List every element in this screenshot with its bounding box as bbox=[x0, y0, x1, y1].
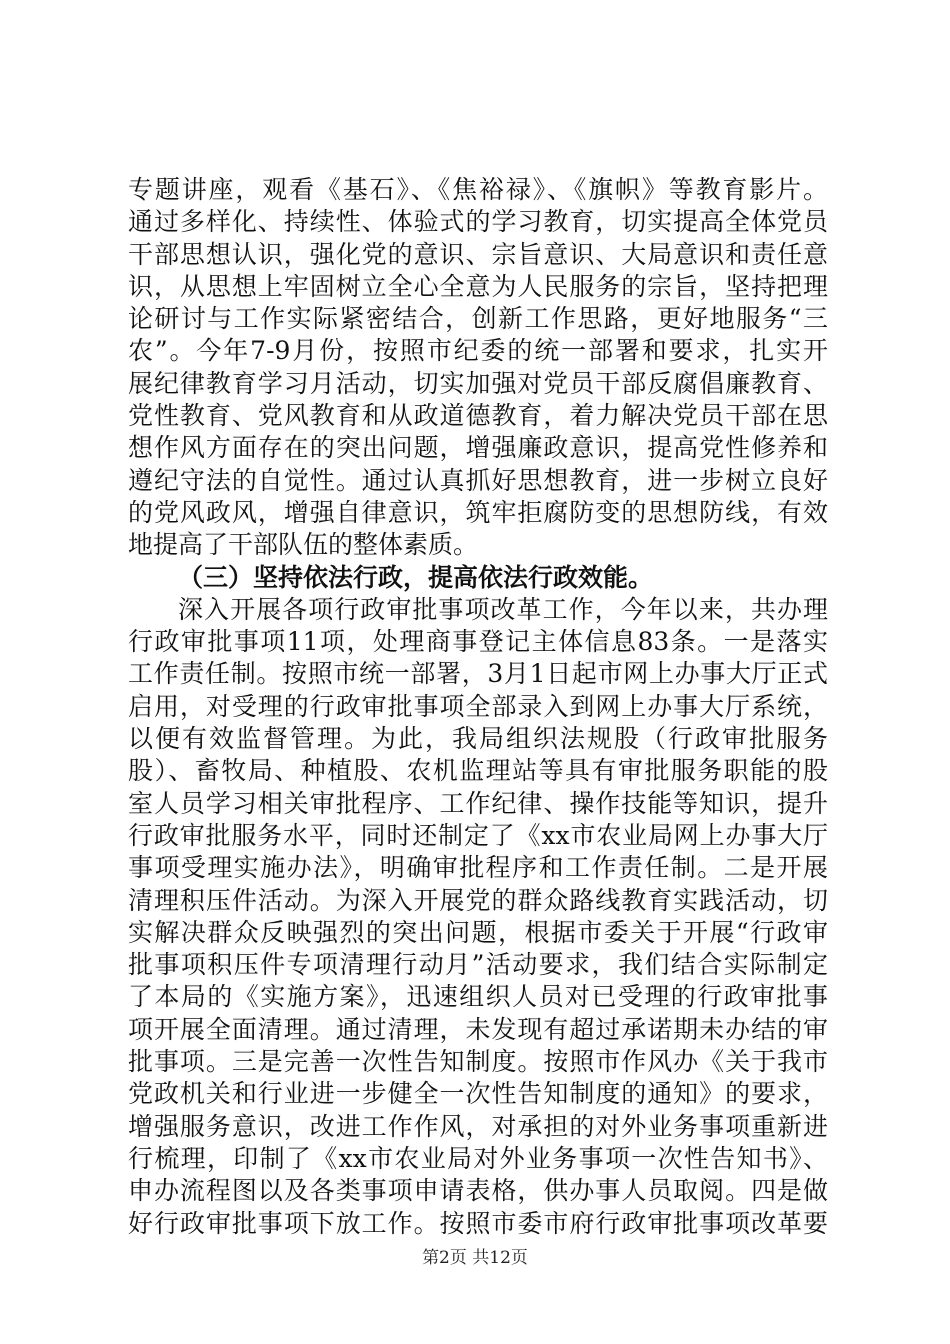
text-line: 批事项积压件专项清理行动月”活动要求，我们结合实际制定 bbox=[128, 950, 828, 980]
text-line: 实解决群众反映强烈的突出问题，根据市委关于开展“行政审 bbox=[128, 917, 828, 947]
text-line: 室人员学习相关审批程序、工作纪律、操作技能等知识，提升 bbox=[128, 788, 828, 818]
text-line: 清理积压件活动。为深入开展党的群众路线教育实践活动，切 bbox=[128, 885, 828, 915]
text-line: 干部思想认识，强化党的意识、宗旨意识、大局意识和责任意 bbox=[128, 239, 828, 269]
paragraph-education bbox=[128, 174, 828, 562]
text-line: 党性教育、党风教育和从政道德教育，着力解决党员干部在思 bbox=[128, 401, 828, 431]
text-line: 地提高了干部队伍的整体素质。 bbox=[128, 530, 479, 560]
section-heading: （三）坚持依法行政，提高依法行政效能。 bbox=[178, 562, 654, 592]
text-line: 通过多样化、持续性、体验式的学习教育，切实提高全体党员 bbox=[128, 207, 828, 237]
text-line: 行政审批事项11项，处理商事登记主体信息83条。一是落实 bbox=[128, 627, 828, 657]
text-line: 启用，对受理的行政审批事项全部录入到网上办事大厅系统， bbox=[128, 691, 828, 721]
text-line: 党政机关和行业进一步健全一次性告知制度的通知》的要求， bbox=[128, 1079, 828, 1109]
text-line: 事项受理实施办法》，明确审批程序和工作责任制。二是开展 bbox=[128, 853, 828, 883]
text-line: 了本局的《实施方案》，迅速组织人员对已受理的行政审批事 bbox=[128, 982, 828, 1012]
text-line: 申办流程图以及各类事项申请表格，供办事人员取阅。四是做 bbox=[128, 1176, 828, 1206]
text-line: 以便有效监督管理。为此，我局组织法规股（行政审批服务 bbox=[128, 724, 828, 754]
text-line: 项开展全面清理。通过清理，未发现有超过承诺期未办结的审 bbox=[128, 1014, 828, 1044]
text-line: 的党风政风，增强自律意识，筑牢拒腐防变的思想防线，有效 bbox=[128, 497, 828, 527]
text-line: 股）、畜牧局、种植股、农机监理站等具有审批服务职能的股 bbox=[128, 756, 828, 786]
text-line: 论研讨与工作实际紧密结合，创新工作思路，更好地服务“三 bbox=[128, 304, 828, 334]
text-line: 深入开展各项行政审批事项改革工作，今年以来，共办理 bbox=[178, 594, 828, 624]
paragraph-administration bbox=[128, 594, 828, 1240]
text-line: 批事项。三是完善一次性告知制度。按照市作风办《关于我市 bbox=[128, 1047, 828, 1077]
text-line: 工作责任制。按照市统一部署，3月1日起市网上办事大厅正式 bbox=[128, 659, 828, 689]
text-line: 想作风方面存在的突出问题，增强廉政意识，提高党性修养和 bbox=[128, 433, 828, 463]
text-line: 农”。今年7-9月份，按照市纪委的统一部署和要求，扎实开 bbox=[128, 336, 828, 366]
text-line: 遵纪守法的自觉性。通过认真抓好思想教育，进一步树立良好 bbox=[128, 465, 828, 495]
text-line: 好行政审批事项下放工作。按照市委市府行政审批事项改革要 bbox=[128, 1208, 828, 1238]
text-line: 行政审批服务水平，同时还制定了《xx市农业局网上办事大厅 bbox=[128, 820, 828, 850]
text-line: 行梳理，印制了《xx市农业局对外业务事项一次性告知书》、 bbox=[128, 1143, 828, 1173]
text-line: 识，从思想上牢固树立全心全意为人民服务的宗旨，坚持把理 bbox=[128, 271, 828, 301]
document-body bbox=[128, 174, 828, 1240]
page-number-footer: 第2页 共12页 bbox=[422, 1248, 528, 1268]
text-line: 展纪律教育学习月活动，切实加强对党员干部反腐倡廉教育、 bbox=[128, 368, 828, 398]
text-line: 专题讲座，观看《基石》、《焦裕禄》、《旗帜》等教育影片。 bbox=[128, 175, 828, 204]
text-line: 增强服务意识，改进工作作风，对承担的对外业务事项重新进 bbox=[128, 1111, 828, 1141]
